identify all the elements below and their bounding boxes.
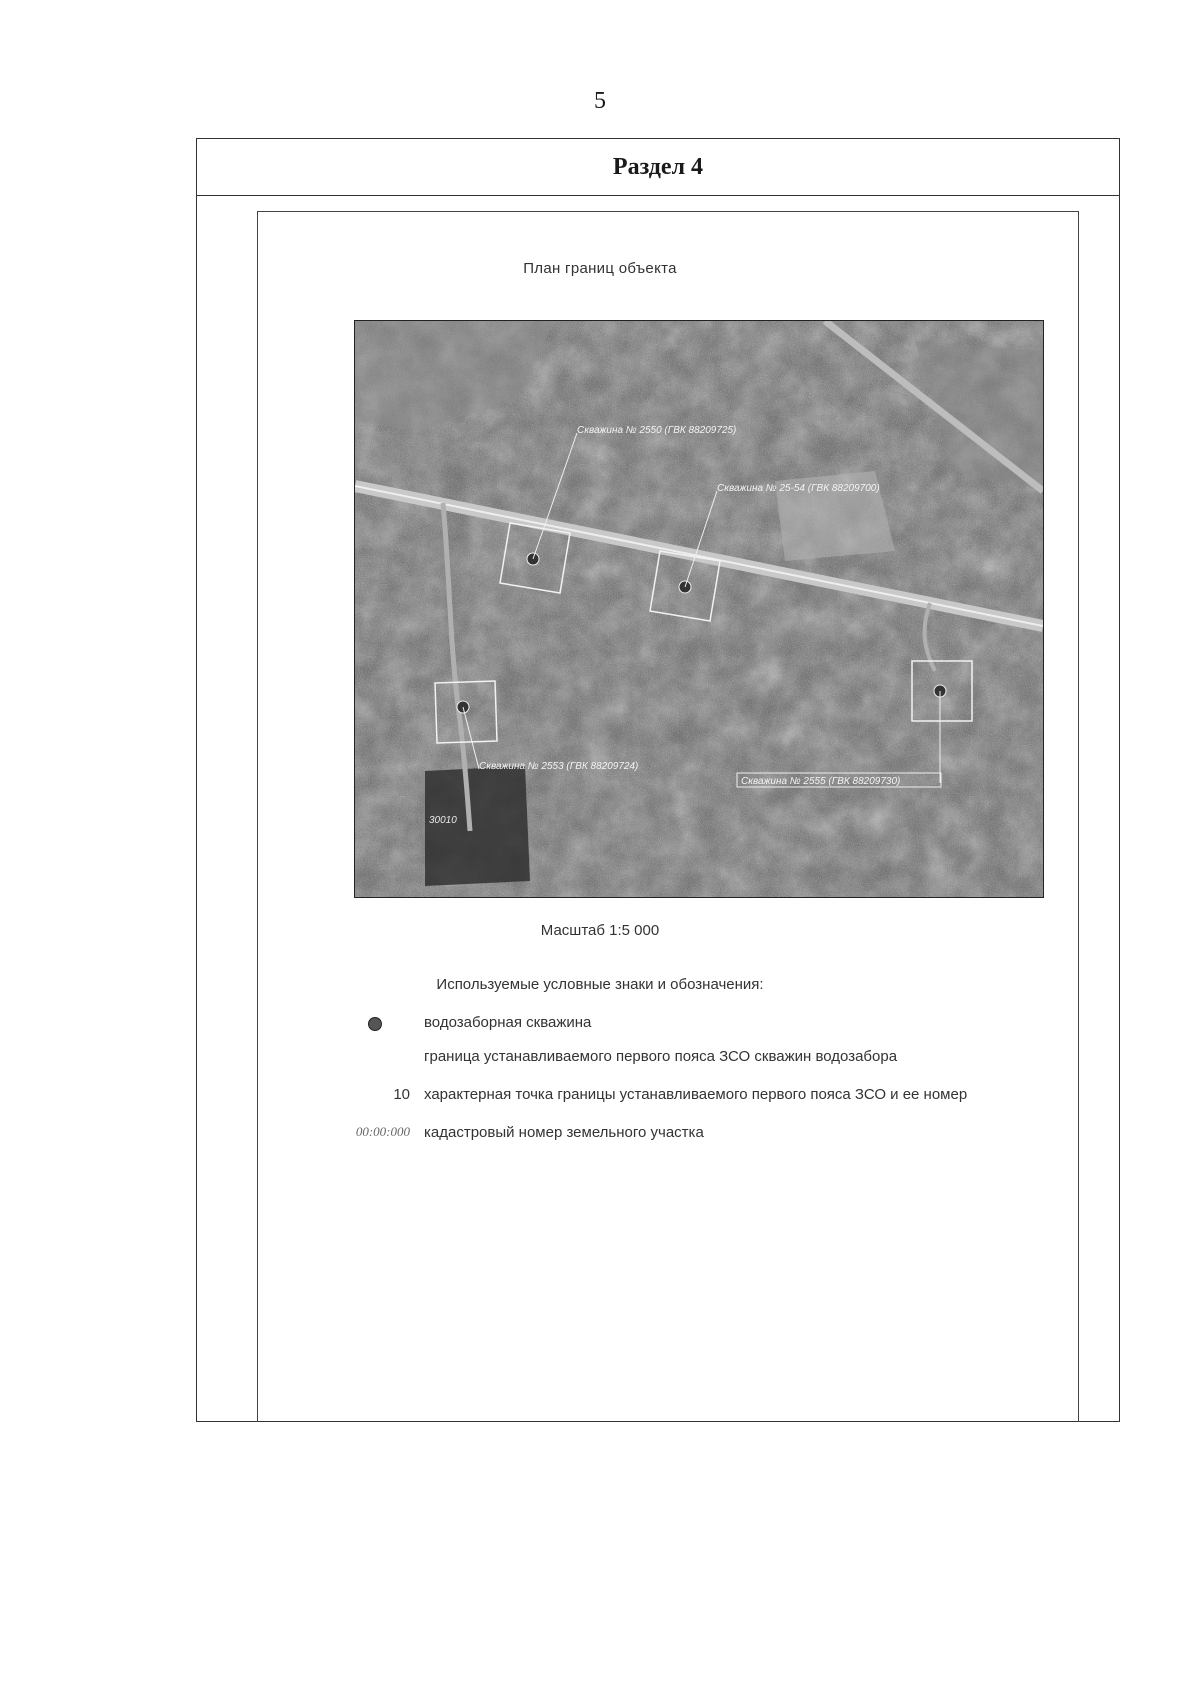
legend-item-boundary (0, 1048, 1200, 1068)
legend-item-cadastral (0, 1124, 1200, 1144)
label-well-2555: Скважина № 2555 (ГВК 88209730) (741, 776, 901, 787)
legend-text: водозаборная скважина (424, 1014, 592, 1031)
legend-item-well (0, 1014, 1200, 1034)
dark-plot (425, 766, 530, 886)
cadastral-symbol: 00:00:000 (355, 1124, 410, 1139)
point-number-symbol: 10 (393, 1086, 410, 1103)
map-image (355, 321, 1043, 897)
label-cadastral: 30010 (429, 815, 457, 826)
page-number: 5 (594, 88, 606, 114)
map-scale: Масштаб 1:5 000 (540, 922, 660, 939)
label-well-2553: Скважина № 2553 (ГВК 88209724) (479, 761, 639, 772)
label-well-2554: Скважина № 25-54 (ГВК 88209700) (717, 483, 880, 494)
legend-item-point (0, 1086, 1200, 1106)
legend-text: граница устанавливаемого первого пояса ЗСО скважин водозабора (424, 1048, 898, 1065)
plan-title: План границ объекта (523, 260, 677, 277)
legend-text: характерная точка границы устанавливаемого первого пояса ЗСО и ее номер (424, 1086, 968, 1103)
legend-text: кадастровый номер земельного участка (424, 1124, 704, 1141)
well-dot-icon (368, 1017, 382, 1031)
satellite-map (354, 320, 1044, 898)
legend-title: Используемые условные знаки и обозначения: (436, 976, 764, 993)
label-well-2550: Скважина № 2550 (ГВК 88209725) (577, 425, 737, 436)
section-title: Раздел 4 (197, 139, 1119, 196)
